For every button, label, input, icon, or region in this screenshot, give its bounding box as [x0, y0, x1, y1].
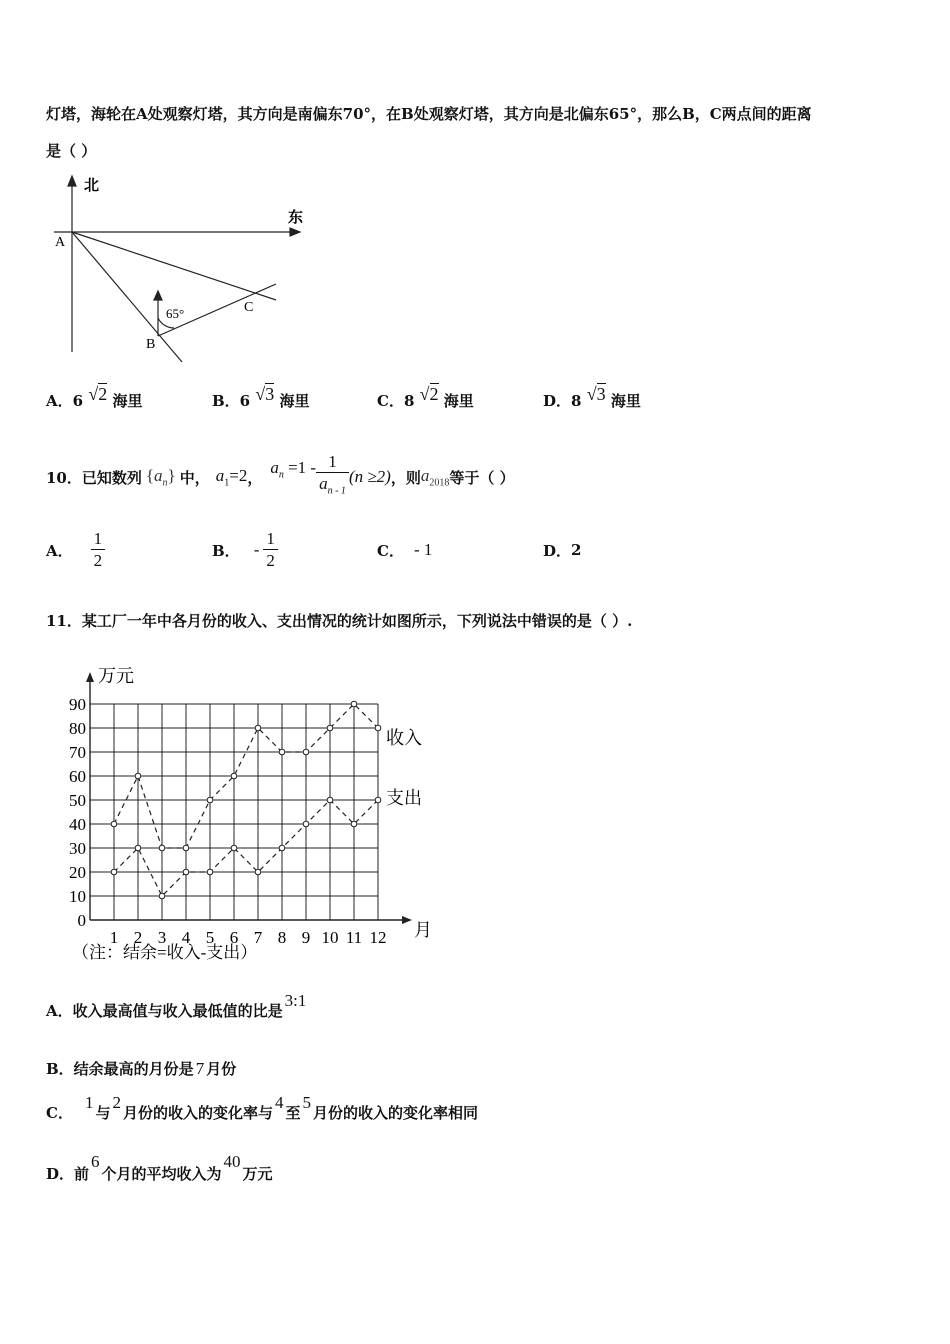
negative-sign: - [253, 540, 260, 559]
point-A-label: A [55, 235, 66, 250]
sqrt-sign: √2 [88, 384, 108, 404]
sqrt-sign: √2 [419, 384, 439, 404]
text-4: 月份的收入的变化率相同 [313, 1104, 479, 1122]
q10-option-b[interactable] [212, 525, 278, 575]
x-tick-label: 8 [277, 928, 287, 947]
x-tick-label: 2 [133, 928, 143, 947]
an-equals: =1 - [288, 457, 317, 477]
month-1: 1 [84, 1093, 94, 1112]
text-2: 月份的收入的变化率与 [122, 1104, 273, 1122]
q9-option-b[interactable] [212, 384, 310, 411]
x-tick-label: 9 [301, 928, 311, 947]
y-tick-label: 10 [69, 887, 86, 906]
chart-note: （注：结余=收入-支出） [72, 943, 258, 962]
option-label: D． [543, 541, 572, 560]
x-tick-label: 6 [229, 928, 239, 947]
data-point [303, 749, 309, 755]
fraction-denominator: 2 [266, 550, 275, 570]
line-AB [72, 232, 185, 362]
y-tick-label: 40 [69, 815, 86, 834]
x-tick-label: 11 [345, 928, 363, 947]
option-label: D．8 [543, 392, 582, 410]
target-term [421, 466, 450, 488]
east-arrow [290, 228, 300, 236]
chart-axes [86, 672, 412, 924]
y-tick-label: 50 [69, 791, 86, 810]
sqrt-sign: √3 [586, 384, 606, 404]
denominator-symbol: a [319, 473, 328, 493]
y-tick-labels [69, 695, 86, 930]
data-point [255, 725, 261, 731]
option-label: D．前 [46, 1165, 90, 1183]
fraction-denominator: 2 [93, 550, 103, 570]
option-label: C． [46, 1104, 73, 1122]
data-point [375, 725, 381, 731]
data-point [135, 845, 141, 851]
y-tick-label: 90 [69, 695, 86, 714]
fraction-denominator [316, 473, 349, 502]
x-tick-label: 10 [321, 928, 339, 947]
y-tick-label: 20 [69, 863, 86, 882]
q11-option-b[interactable] [46, 1058, 236, 1079]
north-label: 北 [84, 178, 100, 194]
data-point [303, 821, 309, 827]
q11-stem: 11．某工厂一年中各月份的收入、支出情况的统计如图所示，下列说法中错误的是（ ）. [46, 612, 633, 630]
fraction-numerator: 1 [316, 452, 349, 473]
option-label: A． [46, 541, 73, 560]
q10-option-d[interactable] [543, 525, 581, 575]
average-value: 40 [223, 1152, 241, 1171]
line-AC [72, 232, 276, 300]
an-subscript: n [278, 469, 284, 481]
x-tick-label: 3 [157, 928, 167, 947]
option-tail: 月份 [206, 1060, 237, 1078]
data-point [111, 869, 117, 875]
angle-label: 65° [166, 306, 185, 321]
y-axis-label: 万元 [98, 666, 134, 686]
series-label-income: 收入 [386, 728, 422, 748]
east-label: 东 [288, 210, 304, 226]
unit-label: 海里 [610, 392, 641, 410]
month-2: 2 [112, 1093, 121, 1112]
text-1: 与 [95, 1104, 111, 1122]
option-label: B．6 [212, 392, 251, 410]
fraction-numerator: 1 [91, 529, 106, 550]
data-point [183, 845, 189, 851]
sqrt-sign: √3 [255, 384, 275, 404]
data-point [327, 725, 333, 731]
radicand: 3 [596, 384, 606, 404]
q9-option-d[interactable] [543, 384, 641, 411]
month-5: 5 [302, 1093, 311, 1112]
data-point [327, 797, 333, 803]
data-point [351, 821, 357, 827]
unit-label: 海里 [443, 392, 474, 410]
radicand: 2 [429, 384, 439, 404]
data-point [231, 773, 237, 779]
q9-stem-line1: 灯塔，海轮在A处观察灯塔，其方向是南偏东70°，在B处观察灯塔，其方向是北偏东65°，那么B，C两点间的距离 [46, 105, 812, 123]
option-label: C． [377, 541, 404, 560]
q10-option-a[interactable] [46, 525, 105, 575]
months-count: 6 [91, 1152, 100, 1171]
data-point [207, 797, 213, 803]
q11-option-c[interactable] [46, 1093, 479, 1123]
month-value: 7 [195, 1059, 205, 1078]
option-label: A．6 [46, 392, 84, 410]
recurrence-fraction [316, 452, 349, 502]
x-axis-arrow [402, 916, 412, 924]
x-tick-label: 1 [109, 928, 119, 947]
q9-option-c[interactable] [377, 384, 474, 411]
y-tick-label: 0 [77, 911, 86, 930]
q10-then: ，则 [390, 468, 421, 487]
a1-symbol: a [215, 465, 225, 485]
x-tick-label: 12 [369, 928, 387, 947]
denominator-subscript: n - 1 [327, 485, 346, 497]
option-label: A．收入最高值与收入最低值的比是 [46, 1002, 283, 1020]
q9-direction-figure [46, 172, 316, 367]
an-symbol: a [270, 457, 279, 477]
q10-stem [46, 452, 515, 502]
x-axis-label: 月 [414, 920, 432, 940]
fraction-numerator: 1 [263, 529, 278, 550]
a1-subscript: 1 [224, 477, 230, 489]
month-4: 4 [274, 1093, 284, 1112]
sequence-notation: $\{a_n\}$ [145, 465, 176, 489]
data-point [207, 869, 213, 875]
ratio-value: 3:1 [284, 991, 307, 1010]
chart-grid [90, 704, 378, 920]
unit-label: 海里 [279, 392, 310, 410]
income-expense-chart [62, 660, 442, 970]
point-B-label: B [146, 337, 156, 352]
radicand: 3 [265, 384, 275, 404]
series-label-expense: 支出 [386, 788, 422, 808]
option-value: - 1 [413, 540, 433, 559]
option-label: B． [212, 541, 240, 560]
radicand: 2 [98, 384, 108, 404]
q11-option-a[interactable] [46, 991, 307, 1021]
option-label: C．8 [377, 392, 415, 410]
data-point [351, 701, 357, 707]
y-axis-arrow [86, 672, 94, 682]
option-value: 2 [571, 541, 582, 559]
text-3: 至 [285, 1104, 301, 1122]
y-tick-label: 70 [69, 743, 86, 762]
data-point [279, 845, 285, 851]
q9-stem-line2: 是（ ） [46, 142, 97, 160]
q11-option-d[interactable] [46, 1152, 273, 1184]
x-tick-label: 5 [205, 928, 215, 947]
recurrence-lhs [270, 458, 316, 480]
point-C-label: C [244, 300, 254, 315]
unit-label: 海里 [112, 392, 143, 410]
q10-comma: ， [247, 468, 263, 487]
target-symbol: a [420, 465, 430, 485]
a1-value: =2 [229, 465, 248, 485]
text-2: 万元 [242, 1165, 273, 1183]
north-arrow [68, 176, 76, 186]
x-tick-label: 4 [181, 928, 191, 947]
option-fraction [91, 529, 106, 572]
data-point [375, 797, 381, 803]
data-point [183, 869, 189, 875]
data-point [255, 869, 261, 875]
data-point [159, 845, 165, 851]
text-1: 个月的平均收入为 [101, 1165, 222, 1183]
recurrence-condition: (n ≥2) [348, 467, 391, 486]
option-label: B．结余最高的月份是 [46, 1060, 194, 1078]
north-at-B-arrow [154, 291, 162, 300]
y-tick-label: 30 [69, 839, 86, 858]
data-point [231, 845, 237, 851]
data-point [111, 821, 117, 827]
target-subscript: 2018 [429, 477, 450, 489]
x-tick-label: 7 [253, 928, 263, 947]
y-tick-label: 80 [69, 719, 86, 738]
q10-option-c[interactable] [377, 525, 432, 575]
seq-symbol: a [154, 465, 163, 485]
a1-expression [216, 466, 248, 488]
q10-prefix: 10．已知数列 [46, 468, 142, 487]
q9-option-a[interactable] [46, 384, 143, 411]
q10-mid: 中， [179, 468, 210, 487]
q10-suffix: 等于（ ） [449, 468, 515, 487]
data-point [279, 749, 285, 755]
data-point [135, 773, 141, 779]
option-fraction [263, 529, 278, 572]
data-point [159, 893, 165, 899]
y-tick-label: 60 [69, 767, 86, 786]
seq-subscript: n [162, 477, 168, 489]
